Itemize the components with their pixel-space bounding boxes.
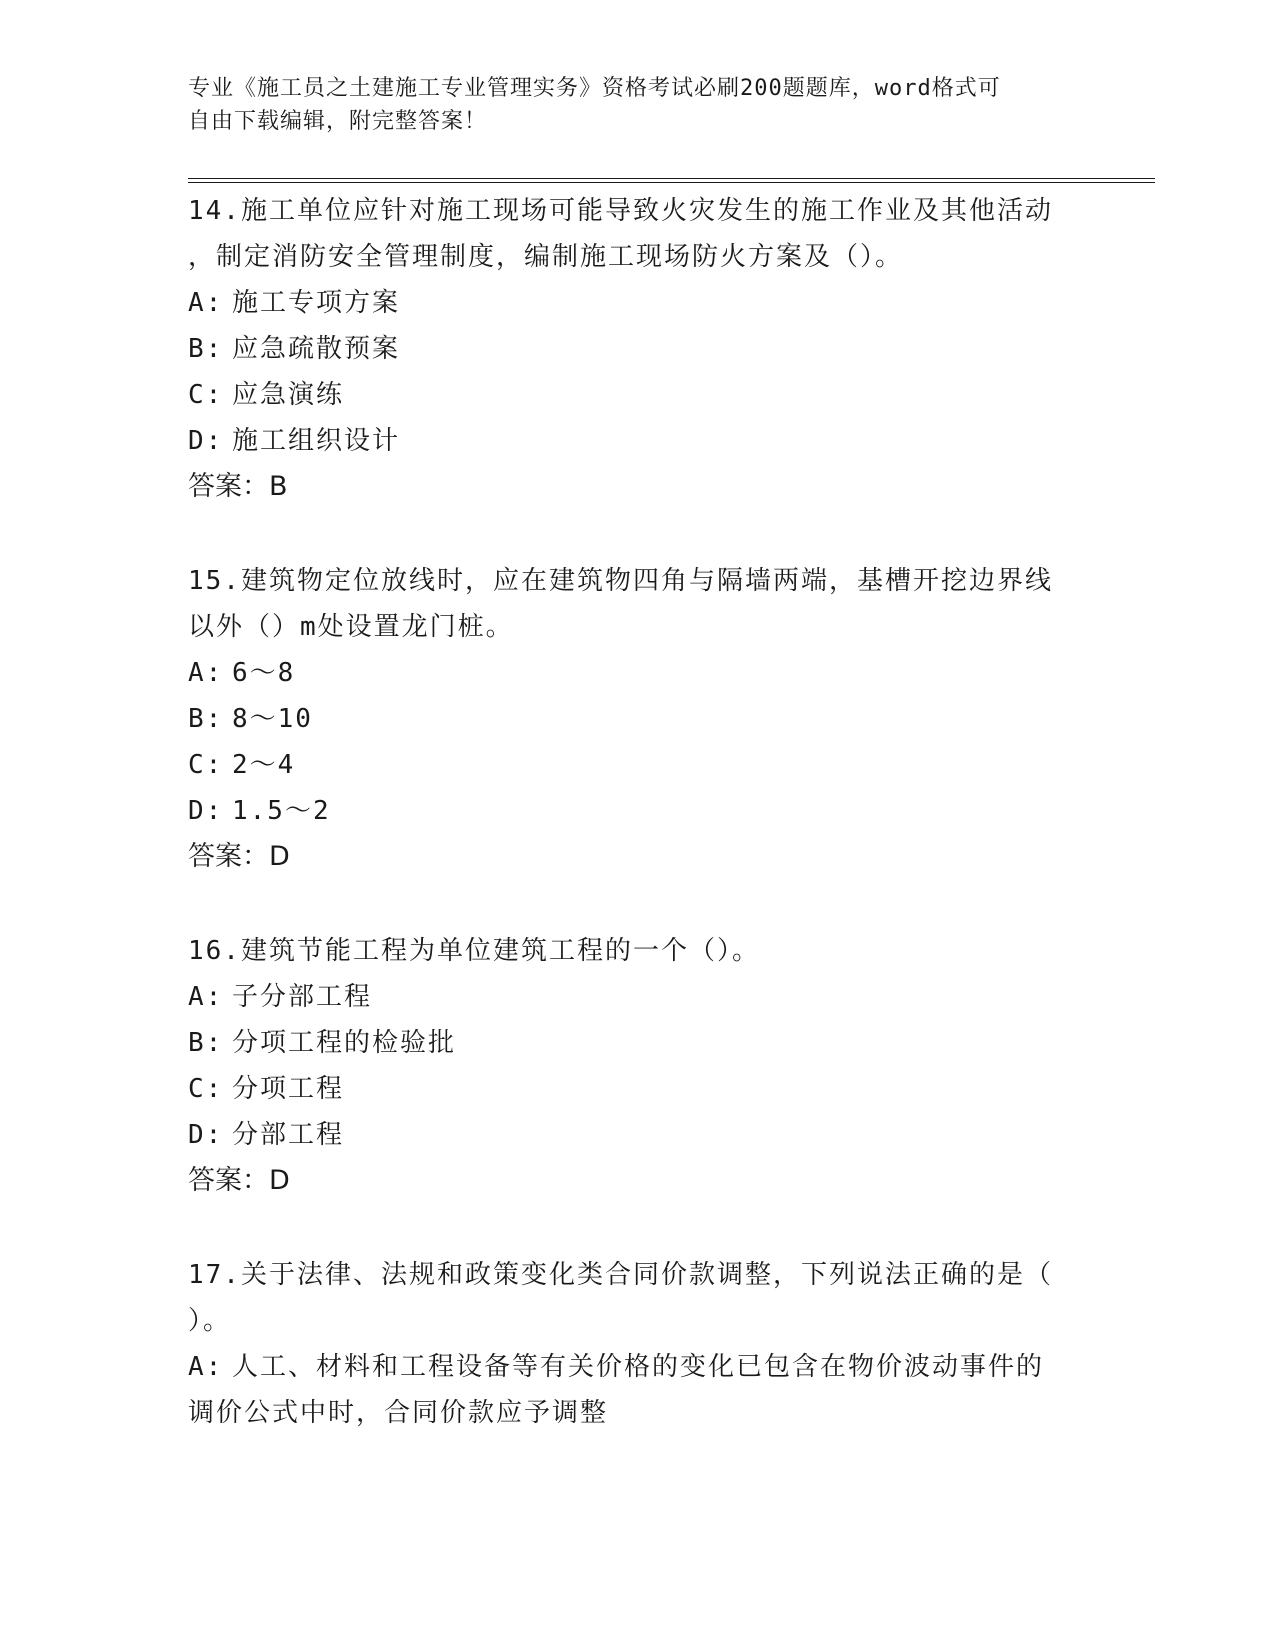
option-letter: C: (188, 750, 224, 780)
option-a (188, 1344, 1088, 1390)
option-letter: B: (188, 334, 224, 364)
question-list (188, 188, 1088, 1484)
option-text: 分项工程的检验批 (232, 1028, 457, 1058)
header-divider (188, 178, 1155, 184)
question-text-line: 15.建筑物定位放线时，应在建筑物四角与隔墙两端，基槽开挖边界线 (188, 566, 1053, 596)
option-b (188, 326, 1088, 372)
option-letter: D: (188, 796, 224, 826)
option-d (188, 788, 1088, 834)
question-text-line: 16.建筑节能工程为单位建筑工程的一个（）。 (188, 936, 760, 966)
option-letter: A: (188, 1352, 224, 1382)
answer-line: 答案：D (188, 841, 290, 872)
option-letter: A: (188, 982, 224, 1012)
question-text-line: 17.关于法律、法规和政策变化类合同价款调整，下列说法正确的是（ (188, 1260, 1053, 1290)
option-letter: A: (188, 658, 224, 688)
option-a (188, 974, 1088, 1020)
option-text: 施工专项方案 (232, 288, 401, 318)
divider-line-top (188, 178, 1155, 179)
option-letter: C: (188, 1074, 224, 1104)
divider-line-bottom (188, 182, 1155, 183)
question-16 (188, 928, 1088, 1204)
answer-line: 答案：B (188, 471, 288, 502)
option-text: 1.5～2 (232, 796, 331, 826)
option-text: 调价公式中时，合同价款应予调整 (188, 1398, 609, 1428)
option-b (188, 1020, 1088, 1066)
option-letter: C: (188, 380, 224, 410)
option-letter: B: (188, 704, 224, 734)
question-15 (188, 558, 1088, 880)
question-text-line: 以外（）m处设置龙门桩。 (188, 612, 514, 642)
question-text-line: ）。 (188, 1306, 232, 1336)
option-text: 应急演练 (232, 380, 345, 410)
option-text: 应急疏散预案 (232, 334, 401, 364)
option-c (188, 1066, 1088, 1112)
option-d (188, 418, 1088, 464)
option-text: 人工、材料和工程设备等有关价格的变化已包含在物价波动事件的 (232, 1352, 1045, 1382)
question-text-line: 14.施工单位应针对施工现场可能导致火灾发生的施工作业及其他活动 (188, 196, 1053, 226)
option-text: 施工组织设计 (232, 426, 401, 456)
question-text-line: ，制定消防安全管理制度，编制施工现场防火方案及（）。 (188, 242, 904, 272)
option-c (188, 742, 1088, 788)
option-text: 6～8 (232, 658, 296, 688)
header-line-2: 自由下载编辑，附完整答案！ (188, 109, 488, 134)
option-text: 分项工程 (232, 1074, 345, 1104)
document-header (188, 72, 1068, 138)
option-text: 分部工程 (232, 1120, 345, 1150)
option-letter: B: (188, 1028, 224, 1058)
option-text: 8～10 (232, 704, 313, 734)
option-letter: A: (188, 288, 224, 318)
option-letter: D: (188, 1120, 224, 1150)
question-17 (188, 1252, 1088, 1436)
header-line-1: 专业《施工员之土建施工专业管理实务》资格考试必刷200题题库，word格式可 (188, 76, 1001, 101)
answer-line: 答案：D (188, 1165, 290, 1196)
option-a (188, 280, 1088, 326)
option-c (188, 372, 1088, 418)
option-b (188, 696, 1088, 742)
question-14 (188, 188, 1088, 510)
option-text: 子分部工程 (232, 982, 373, 1012)
option-a-continued (188, 1390, 1088, 1436)
option-d (188, 1112, 1088, 1158)
option-a (188, 650, 1088, 696)
option-letter: D: (188, 426, 224, 456)
option-text: 2～4 (232, 750, 296, 780)
